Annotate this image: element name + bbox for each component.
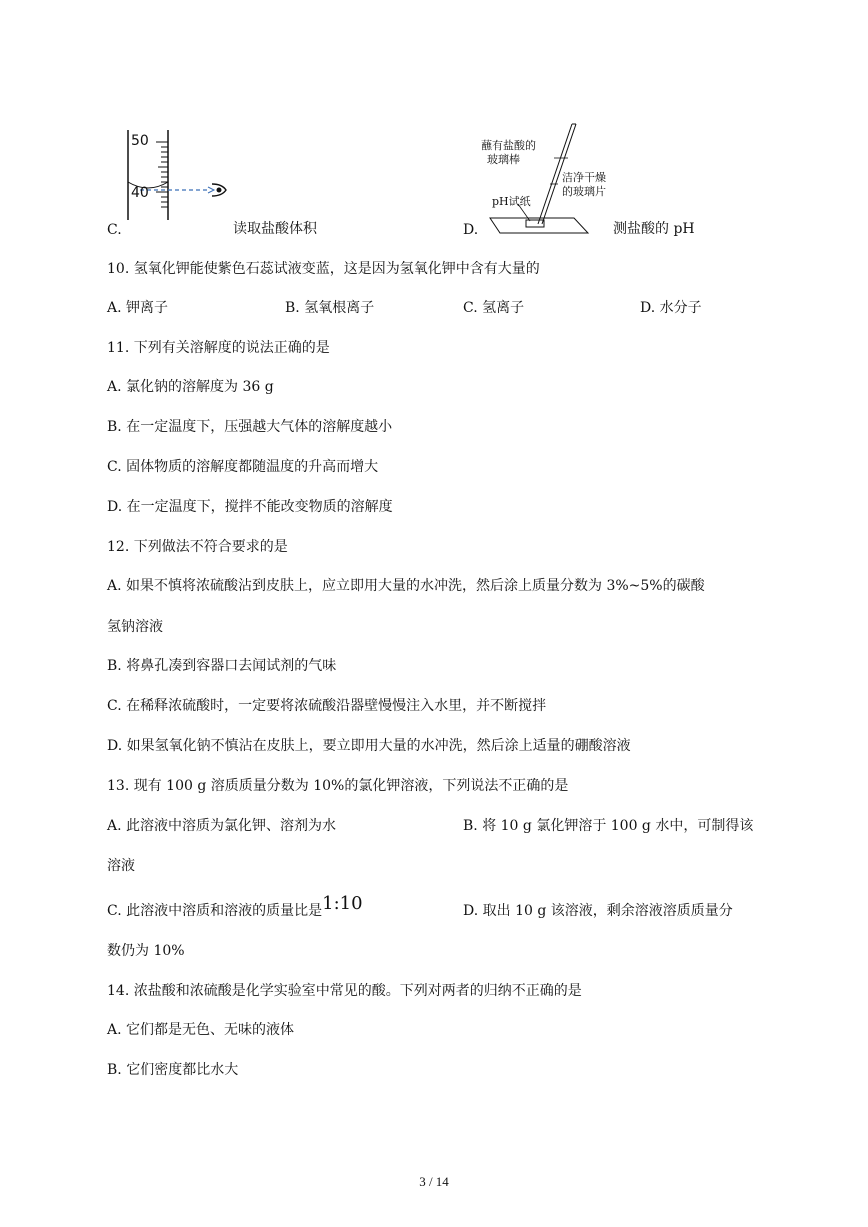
q12-option-d: D. 如果氢氧化钠不慎沾在皮肤上，要立即用大量的水冲洗，然后涂上适量的硼酸溶液 xyxy=(107,738,631,754)
label-rod-line1: 蘸有盐酸的 xyxy=(481,139,536,152)
page-number: 3 / 14 xyxy=(419,1174,449,1189)
q12-option-c: C. 在稀释浓硫酸时，一定要将浓硫酸沿器壁慢慢注入水里，并不断搅拌 xyxy=(107,698,547,714)
q10-option-d: D. 水分子 xyxy=(640,300,702,316)
label-glass-line1: 洁净干燥 xyxy=(562,171,606,184)
q14-option-b: B. 它们密度都比水大 xyxy=(107,1062,239,1078)
q12-option-a: A. 如果不慎将浓硫酸沾到皮肤上，应立即用大量的水冲洗，然后涂上质量分数为 3%~5%的碳酸 xyxy=(107,578,705,594)
q11-stem: 11. 下列有关溶解度的说法正确的是 xyxy=(107,340,330,356)
q11-option-c: C. 固体物质的溶解度都随温度的升高而增大 xyxy=(107,459,379,475)
q13-option-b: B. 将 10 g 氯化钾溶于 100 g 水中，可制得该 xyxy=(463,818,754,834)
q13-option-a: A. 此溶液中溶质为氯化钾、溶剂为水 xyxy=(107,818,337,834)
figure-d-option: D. xyxy=(463,222,479,238)
q13-stem: 13. 现有 100 g 溶质质量分数为 10%的氯化钾溶液，下列说法不正确的是 xyxy=(107,778,569,794)
label-rod-line2: 玻璃棒 xyxy=(487,153,520,166)
q13-option-c xyxy=(107,893,363,921)
q13-option-c-text: C. 此溶液中溶质和溶液的质量比是 xyxy=(107,903,323,919)
q14-stem: 14. 浓盐酸和浓硫酸是化学实验室中常见的酸。下列对两者的归纳不正确的是 xyxy=(107,983,582,999)
figure-c-caption: 读取盐酸体积 xyxy=(233,221,317,237)
q10-option-b: B. 氢氧根离子 xyxy=(285,300,375,316)
q11-option-b: B. 在一定温度下，压强越大气体的溶解度越小 xyxy=(107,419,393,435)
label-glass-line2: 的玻璃片 xyxy=(562,185,606,198)
q13-option-d-cont: 数仍为 10% xyxy=(107,943,185,959)
q13-option-b-cont: 溶液 xyxy=(107,858,135,874)
figure-c-option: C. xyxy=(107,222,122,238)
q11-option-a: A. 氯化钠的溶解度为 36 g xyxy=(107,379,274,395)
q12-stem: 12. 下列做法不符合要求的是 xyxy=(107,539,288,555)
q13-option-d: D. 取出 10 g 该溶液，剩余溶液溶质质量分 xyxy=(463,903,733,919)
scale-label-50: 50 xyxy=(131,133,149,149)
figure-d-caption: 测盐酸的 pH xyxy=(613,221,695,237)
q12-option-a-cont: 氢钠溶液 xyxy=(107,619,163,635)
scale-label-40: 40 xyxy=(131,185,149,201)
q10-stem: 10. 氢氧化钾能使紫色石蕊试液变蓝，这是因为氢氧化钾中含有大量的 xyxy=(107,261,540,277)
q10-option-a: A. 钾离子 xyxy=(107,300,169,316)
q14-option-a: A. 它们都是无色、无味的液体 xyxy=(107,1022,295,1038)
q11-option-d: D. 在一定温度下，搅拌不能改变物质的溶解度 xyxy=(107,499,393,515)
q13-ratio: 1:10 xyxy=(322,893,363,914)
q10-option-c: C. 氢离子 xyxy=(463,300,525,316)
label-ph-paper: pH试纸 xyxy=(492,195,531,208)
q12-option-b: B. 将鼻孔凑到容器口去闻试剂的气味 xyxy=(107,658,337,674)
